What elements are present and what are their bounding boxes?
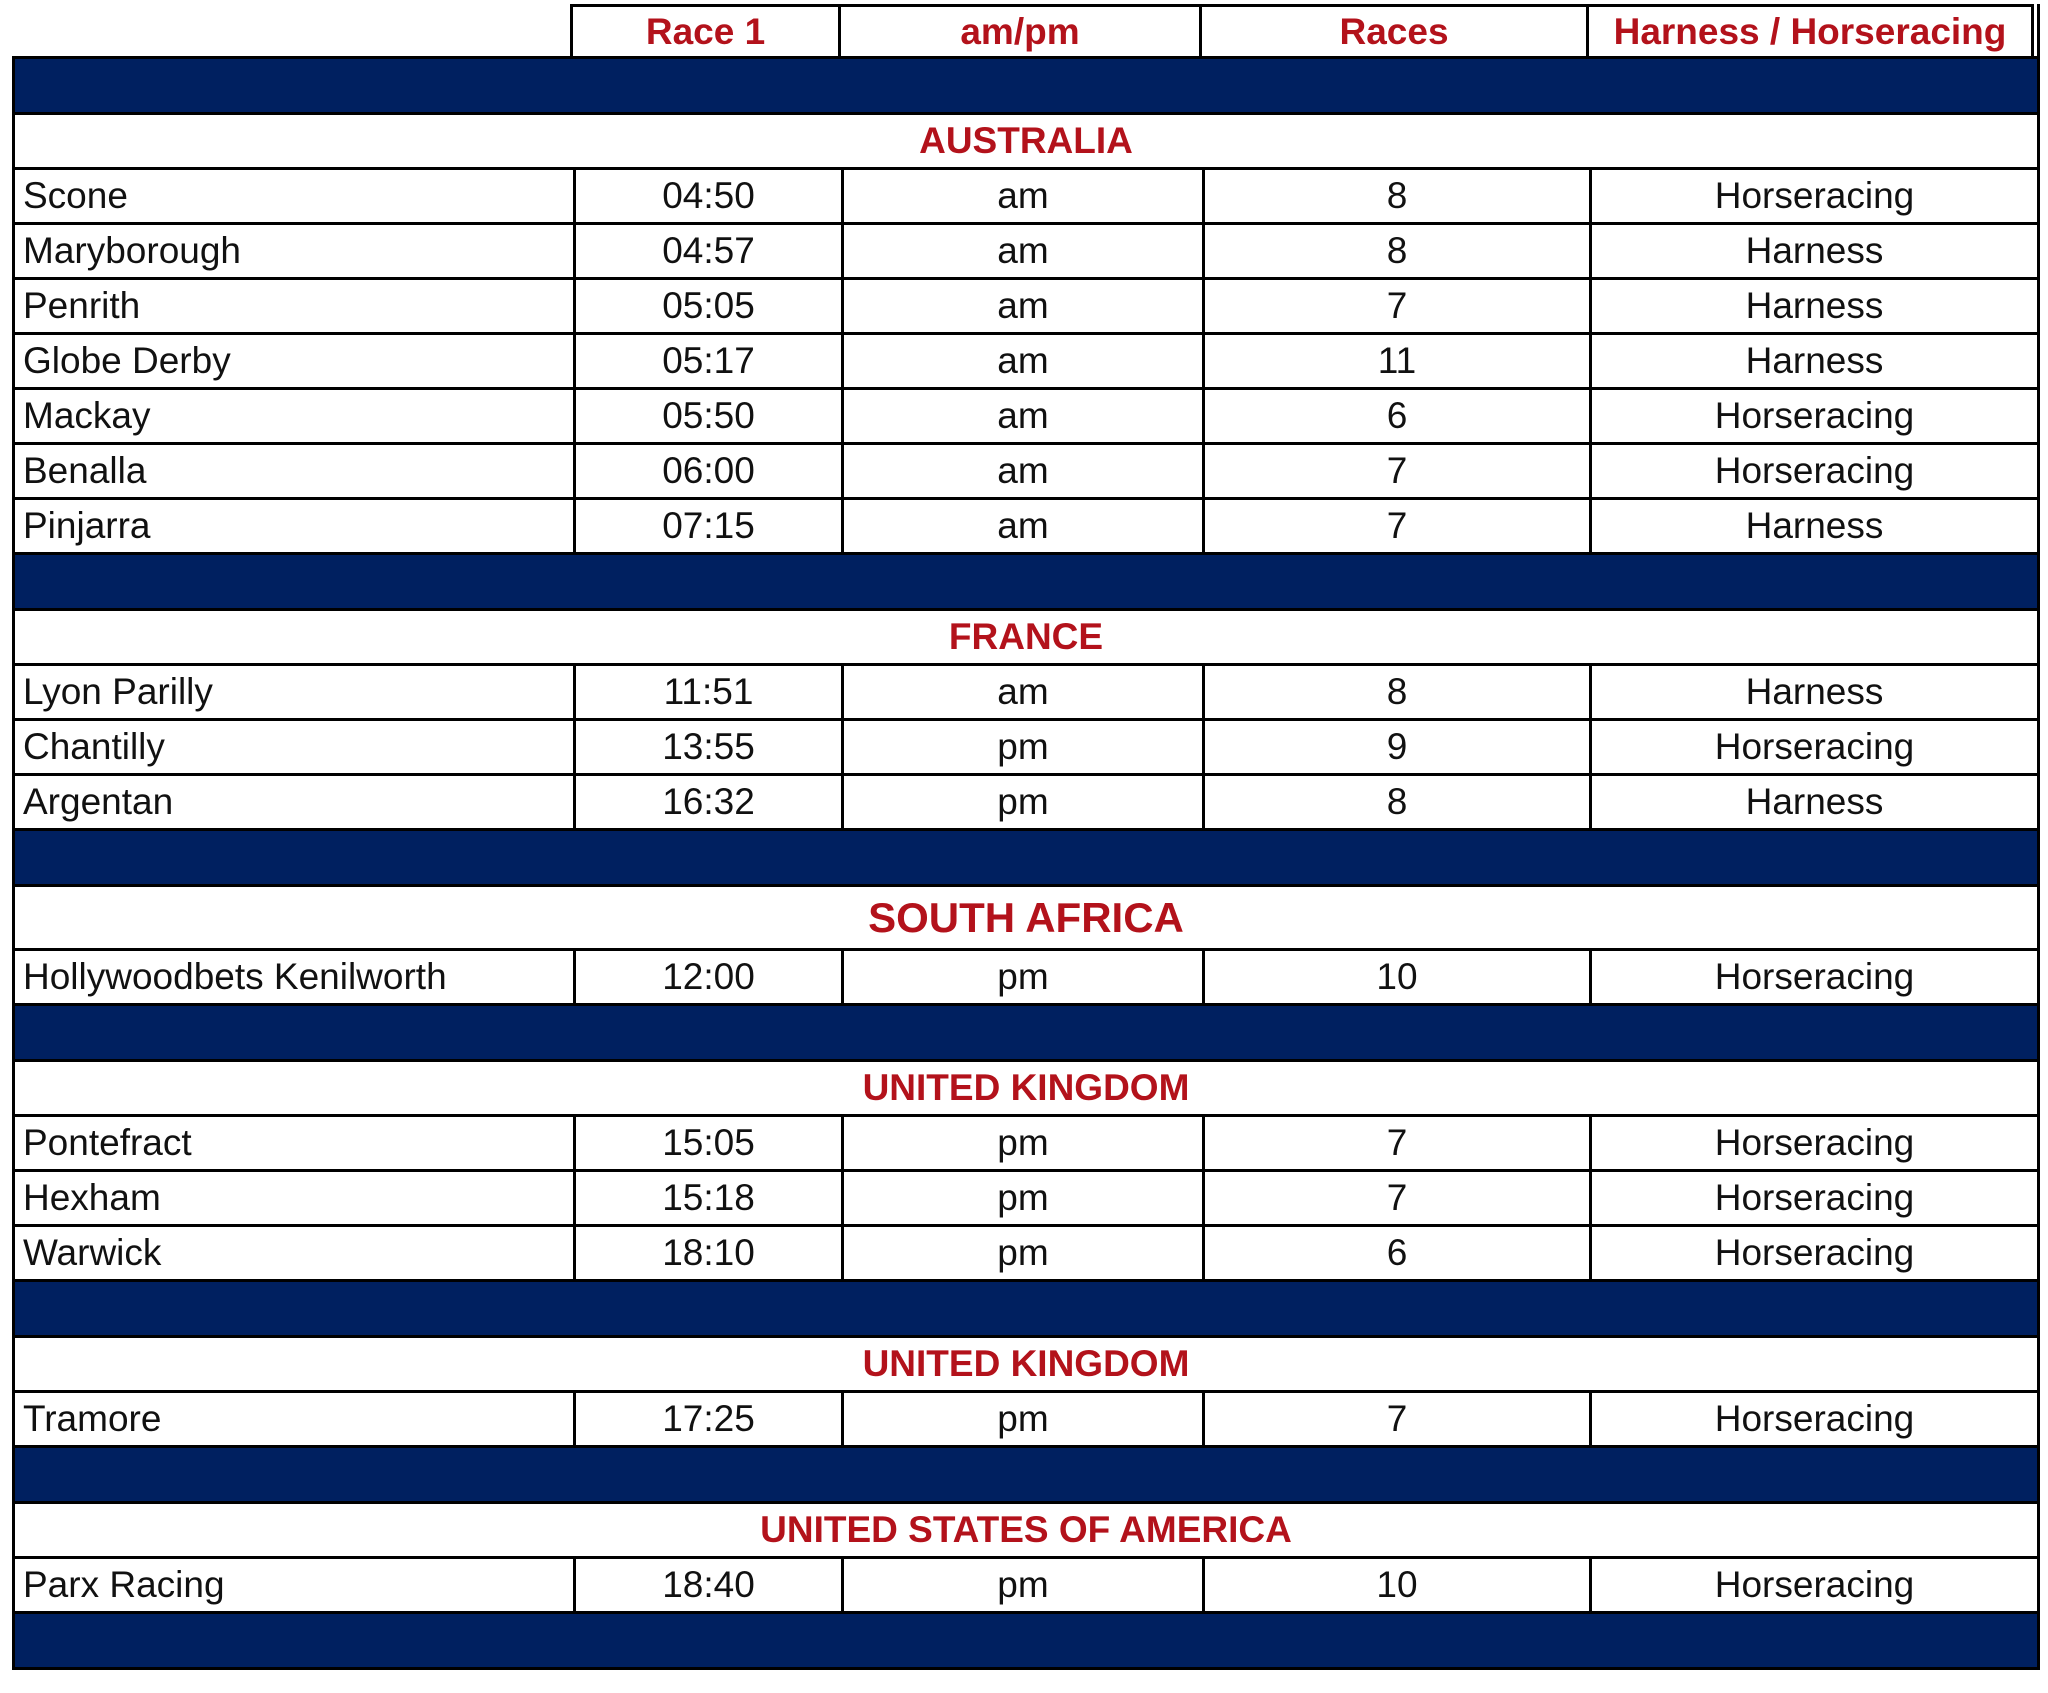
race1-time-cell: 04:57 xyxy=(576,225,844,277)
race-type-cell: Harness xyxy=(1745,230,1884,271)
race1-time-cell: 15:18 xyxy=(576,1172,844,1224)
race-type-cell: Horseracing xyxy=(1714,1232,1915,1273)
table-row xyxy=(12,666,2040,721)
race-type-cell: Horseracing xyxy=(1714,1398,1915,1439)
venue-cell: Argentan xyxy=(15,776,576,828)
races-count-cell: 8 xyxy=(1205,225,1592,277)
race-type-cell: Horseracing xyxy=(1714,1177,1915,1218)
race1-time-cell: 18:40 xyxy=(576,1559,844,1611)
section-divider-band xyxy=(12,1282,2040,1338)
race1-time-cell: 17:25 xyxy=(576,1393,844,1445)
ampm-cell: pm xyxy=(844,776,1205,828)
races-count-cell: 6 xyxy=(1205,390,1592,442)
ampm-cell: pm xyxy=(844,1393,1205,1445)
table-row xyxy=(12,390,2040,445)
table-row xyxy=(12,1172,2040,1227)
table-row xyxy=(12,335,2040,390)
region-heading: SOUTH AFRICA xyxy=(12,887,2040,951)
region-heading: UNITED KINGDOM xyxy=(12,1062,2040,1117)
section-divider-band xyxy=(12,831,2040,887)
table-header-row xyxy=(12,4,2040,59)
venue-cell: Warwick xyxy=(15,1227,576,1279)
venue-cell: Parx Racing xyxy=(15,1559,576,1611)
venue-cell: Globe Derby xyxy=(15,335,576,387)
race-type-cell: Horseracing xyxy=(1714,450,1915,491)
ampm-cell: am xyxy=(844,170,1205,222)
venue-cell: Pinjarra xyxy=(15,500,576,552)
race1-time-cell: 16:32 xyxy=(576,776,844,828)
table-row xyxy=(12,1117,2040,1172)
header-blank-cell xyxy=(12,4,573,56)
header-race1: Race 1 xyxy=(573,4,841,56)
race1-time-cell: 18:10 xyxy=(576,1227,844,1279)
venue-cell: Benalla xyxy=(15,445,576,497)
races-count-cell: 7 xyxy=(1205,1393,1592,1445)
race1-time-cell: 05:50 xyxy=(576,390,844,442)
table-row xyxy=(12,225,2040,280)
races-count-cell: 7 xyxy=(1205,1172,1592,1224)
race1-time-cell: 07:15 xyxy=(576,500,844,552)
race-type-cell: Horseracing xyxy=(1714,395,1915,436)
race-type-cell: Harness xyxy=(1745,285,1884,326)
race1-time-cell: 12:00 xyxy=(576,951,844,1003)
race1-time-cell: 04:50 xyxy=(576,170,844,222)
ampm-cell: am xyxy=(844,390,1205,442)
region-heading: UNITED STATES OF AMERICA xyxy=(12,1504,2040,1559)
race1-time-cell: 15:05 xyxy=(576,1117,844,1169)
races-count-cell: 9 xyxy=(1205,721,1592,773)
ampm-cell: am xyxy=(844,445,1205,497)
race1-time-cell: 05:17 xyxy=(576,335,844,387)
race-type-cell: Horseracing xyxy=(1714,726,1915,767)
venue-cell: Hollywoodbets Kenilworth xyxy=(15,951,576,1003)
header-ampm: am/pm xyxy=(841,4,1202,56)
races-count-cell: 7 xyxy=(1205,500,1592,552)
venue-cell: Tramore xyxy=(15,1393,576,1445)
race-type-cell: Horseracing xyxy=(1714,1564,1915,1605)
region-heading: UNITED KINGDOM xyxy=(12,1338,2040,1393)
races-count-cell: 7 xyxy=(1205,445,1592,497)
venue-cell: Lyon Parilly xyxy=(15,666,576,718)
table-row xyxy=(12,1393,2040,1448)
races-count-cell: 11 xyxy=(1205,335,1592,387)
table-row xyxy=(12,951,2040,1006)
table-row xyxy=(12,776,2040,831)
section-divider-band xyxy=(12,1006,2040,1062)
table-row xyxy=(12,445,2040,500)
venue-cell: Scone xyxy=(15,170,576,222)
ampm-cell: pm xyxy=(844,1172,1205,1224)
ampm-cell: am xyxy=(844,335,1205,387)
races-count-cell: 7 xyxy=(1205,280,1592,332)
race-type-cell: Harness xyxy=(1745,671,1884,712)
ampm-cell: am xyxy=(844,666,1205,718)
race1-time-cell: 11:51 xyxy=(576,666,844,718)
ampm-cell: am xyxy=(844,500,1205,552)
ampm-cell: am xyxy=(844,280,1205,332)
race-type-cell: Horseracing xyxy=(1714,175,1915,216)
ampm-cell: pm xyxy=(844,1227,1205,1279)
race-type-cell: Harness xyxy=(1745,781,1884,822)
venue-cell: Chantilly xyxy=(15,721,576,773)
races-count-cell: 10 xyxy=(1205,951,1592,1003)
venue-cell: Maryborough xyxy=(15,225,576,277)
section-divider-band xyxy=(12,59,2040,115)
race-type-cell: Harness xyxy=(1745,340,1884,381)
table-body xyxy=(12,59,2040,1670)
header-races: Races xyxy=(1202,4,1589,56)
ampm-cell: pm xyxy=(844,721,1205,773)
races-count-cell: 6 xyxy=(1205,1227,1592,1279)
races-count-cell: 10 xyxy=(1205,1559,1592,1611)
table-row xyxy=(12,280,2040,335)
races-count-cell: 8 xyxy=(1205,776,1592,828)
ampm-cell: pm xyxy=(844,1559,1205,1611)
race1-time-cell: 05:05 xyxy=(576,280,844,332)
table-row xyxy=(12,1559,2040,1614)
section-divider-band xyxy=(12,1614,2040,1670)
section-divider-band xyxy=(12,1448,2040,1504)
race-schedule-table xyxy=(12,4,2040,1670)
header-type: Harness / Horseracing xyxy=(1589,4,2034,56)
race-type-cell: Harness xyxy=(1745,505,1884,546)
venue-cell: Hexham xyxy=(15,1172,576,1224)
venue-cell: Pontefract xyxy=(15,1117,576,1169)
ampm-cell: pm xyxy=(844,1117,1205,1169)
table-row xyxy=(12,1227,2040,1282)
ampm-cell: am xyxy=(844,225,1205,277)
table-row xyxy=(12,500,2040,555)
race-type-cell: Horseracing xyxy=(1714,1122,1915,1163)
races-count-cell: 7 xyxy=(1205,1117,1592,1169)
table-row xyxy=(12,721,2040,776)
venue-cell: Penrith xyxy=(15,280,576,332)
table-row xyxy=(12,170,2040,225)
race-type-cell: Horseracing xyxy=(1714,956,1915,997)
race1-time-cell: 06:00 xyxy=(576,445,844,497)
races-count-cell: 8 xyxy=(1205,666,1592,718)
venue-cell: Mackay xyxy=(15,390,576,442)
section-divider-band xyxy=(12,555,2040,611)
ampm-cell: pm xyxy=(844,951,1205,1003)
races-count-cell: 8 xyxy=(1205,170,1592,222)
region-heading: AUSTRALIA xyxy=(12,115,2040,170)
race1-time-cell: 13:55 xyxy=(576,721,844,773)
region-heading: FRANCE xyxy=(12,611,2040,666)
